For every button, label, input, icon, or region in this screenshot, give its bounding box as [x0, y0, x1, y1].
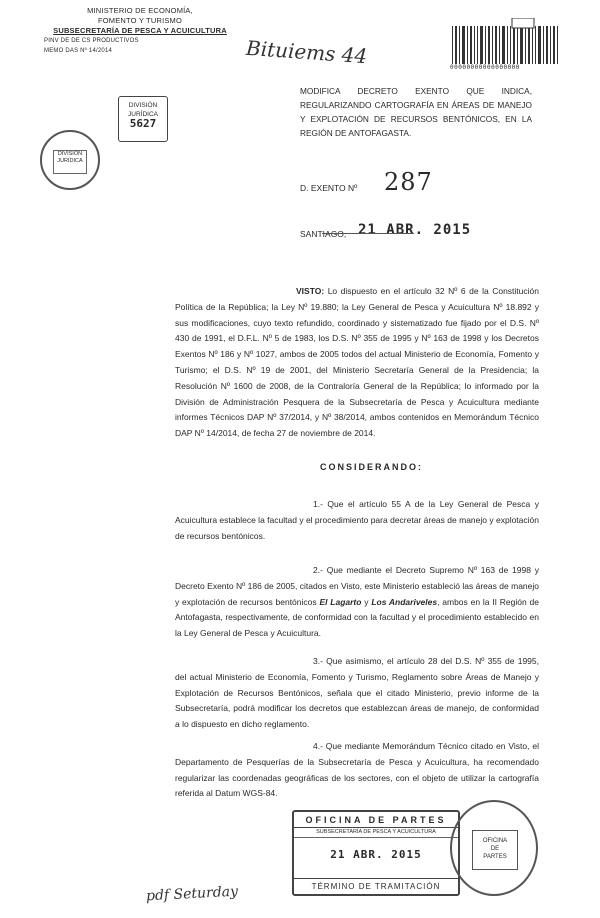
visto-label: VISTO:	[296, 286, 325, 296]
stamp-number: 5627	[129, 117, 157, 130]
seal-inner-line2: JURÍDICA	[57, 158, 83, 164]
seal-right-line2: DE	[490, 846, 500, 852]
header-fomento: FOMENTO Y TURISMO	[97, 16, 183, 25]
visto-paragraph	[175, 284, 539, 442]
round-seal-right-inner	[472, 830, 518, 870]
considerando-4: 4.- Que mediante Memorándum Técnico citado en Visto, el Departamento de Pesquerías de la Subsecretaría de Pesca y Acuicultura, ha recomendado regularizar las coordenadas geográficas de los sectores, con el objeto de utilizar la cartografía referida al Datum WGS-84.	[175, 741, 539, 799]
seal-right-line3: PARTES	[483, 854, 507, 860]
handwritten-annotation-bottom: pdf Seturday	[145, 883, 239, 905]
decree-number: 287	[384, 168, 433, 196]
considerando-2-text-e: , ambos en la II Región de Antofagasta, respectivamente, de conformidad con la facultad y el procedimiento establecido en la Ley General de Pesca y Acuicultura.	[175, 596, 539, 639]
seal-inner-line1: DIVISIÓN	[57, 151, 83, 157]
round-seal-right	[450, 800, 538, 896]
oficina-partes-stamp	[292, 810, 460, 896]
seal-right-line1: OFICINA	[482, 838, 508, 844]
considerando-heading: CONSIDERANDO:	[320, 462, 424, 472]
header-division: PINV DE DE CS PRODUCTIVOS	[44, 38, 139, 44]
decree-label: D. EXENTO Nº	[300, 183, 358, 193]
santiago-underline	[322, 233, 414, 234]
oficina-partes-title: OFICINA DE PARTES	[294, 812, 458, 828]
handwritten-annotation-top: Bituiems 44	[245, 35, 368, 69]
considerando-1: 1.- Que el artículo 55 A de la Ley General de Pesca y Acuicultura establece la facultad y el procedimiento para decretar áreas de manejo y explotación de recursos bentónicos.	[175, 499, 539, 541]
header-memo: MEMO DAS Nº 14/2014	[44, 48, 113, 54]
considerando-2-text-c: y	[361, 596, 372, 607]
stamp-line-juridica: JURÍDICA	[128, 111, 158, 118]
barcode	[452, 18, 558, 64]
oficina-partes-date: 21 ABR. 2015	[330, 848, 422, 861]
decree-title: MODIFICA DECRETO EXENTO QUE INDICA, REGULARIZANDO CARTOGRAFÍA EN ÁREAS DE MANEJO Y EXPLOTACIÓN DE RECURSOS BENTÓNICOS, EN LA REGIÓN DE ANTOFAGASTA.	[300, 86, 532, 138]
considerando-3: 3.- Que asimismo, el artículo 28 del D.S. Nº 355 de 1995, del actual Ministerio de Economía, Fomento y Turismo, Reglamento sobre Áreas de Manejo y Explotación de Recursos Bentónicos, señala que el citado Ministerio, previo informe de la Subsecretaría, podrá modificar los decretos que establezcan áreas de manejo, de conformidad a lo dispuesto en dicho reglamento.	[175, 656, 539, 730]
round-seal-left	[40, 130, 100, 190]
considerando-2	[175, 563, 539, 642]
stamp-line-division: DIVISIÓN	[128, 102, 158, 109]
considerando-2-text-a: 2.- Que mediante el Decreto Supremo Nº 163 de 1998 y Decreto Exento Nº 186 de 2005, citados en Visto, este Ministerio estableció las áreas de manejo y explotación de recursos bentónicos	[175, 565, 539, 607]
santiago-date: 21 ABR. 2015	[358, 222, 472, 238]
header-ministry: MINISTERIO DE ECONOMÍA,	[87, 6, 193, 15]
oficina-partes-subtitle: SUBSECRETARÍA DE PESCA Y ACUICULTURA	[294, 828, 458, 838]
visto-text: Lo dispuesto en el artículo 32 Nº 6 de la Constitución Política de la República; la Ley Nº 19.880; la Ley General de Pesca y Acuicultura Nº 18.892 y sus modificaciones, cuyo texto refundido, coordinado y sistematizado fue fijado por el D.S. Nº 430 de 1991, el D.F.L. Nº 5 de 1983, los D.S. Nº 355 de 1995 y Nº 163 de 1998 y los Decretos Exentos Nº 186 y Nº 1027, ambos de 2005 todos del actual Ministerio de Economía, Fomento y Turismo; el D.S. Nº 19 de 2001, del Ministerio Secretaría General de la Presidencia; la Resolución Nº 1600 de 2008, de la Contraloría General de la República; lo informado por la División de Administración Pesquera de la Subsecretaría de Pesca y Acuicultura mediante informes Técnicos DAP Nº 37/2014, y Nº 38/2014, ambos contenidos en Memorándum Técnico DAP Nº 14/2014, de fecha 27 de noviembre de 2014.	[175, 286, 539, 439]
division-juridica-stamp	[118, 96, 168, 142]
round-seal-inner	[53, 150, 87, 174]
ministry-header	[40, 6, 240, 56]
header-subsecretaria: SUBSECRETARÍA DE PESCA Y ACUICULTURA	[53, 26, 227, 35]
oficina-partes-footer: TÉRMINO DE TRAMITACIÓN	[294, 878, 458, 894]
santiago-label: SANTIAGO,	[300, 229, 347, 239]
area-name-los-andariveles: Los Andariveles	[371, 596, 438, 607]
barcode-number: 00000000000000000	[450, 64, 520, 71]
area-name-el-lagarto: El Lagarto	[319, 596, 362, 607]
